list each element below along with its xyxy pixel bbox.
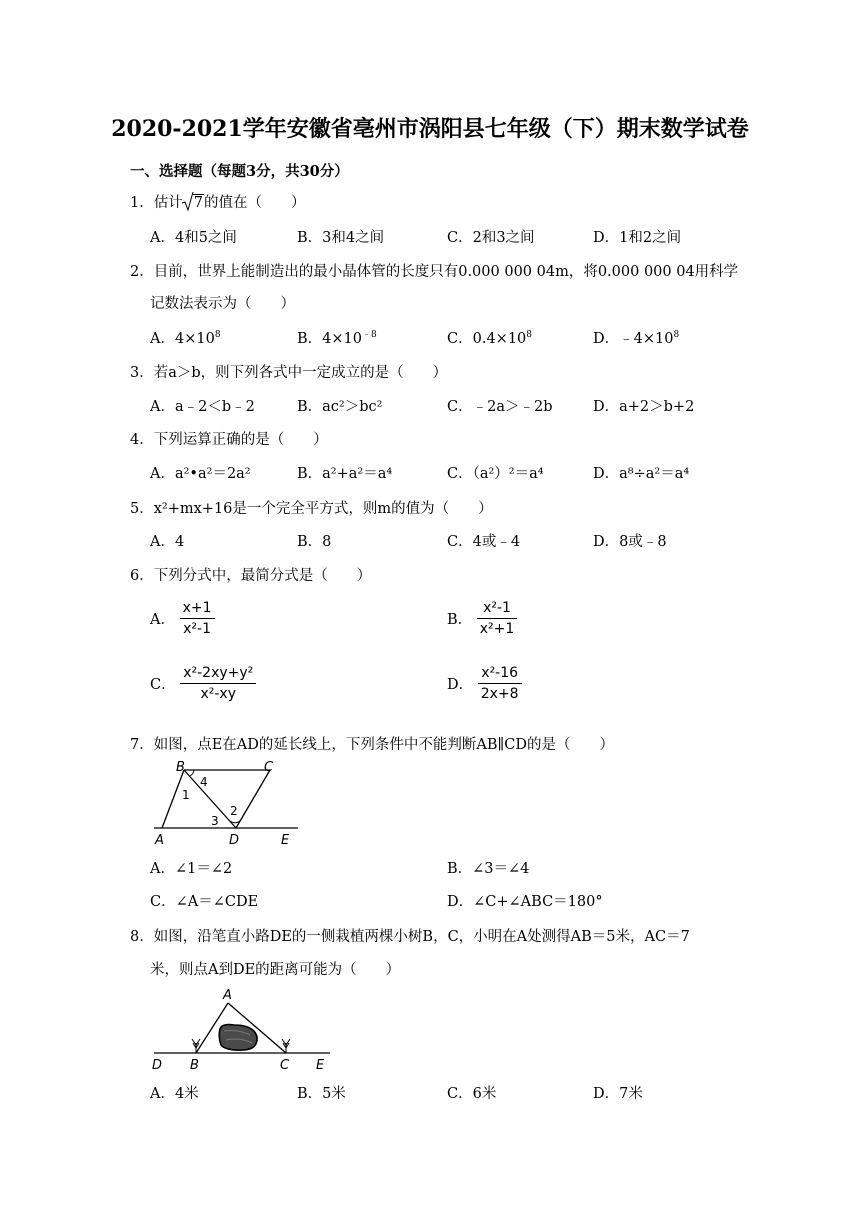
q7-option-c[interactable]: C．∠A＝∠CDE	[150, 894, 259, 910]
q5-option-d[interactable]: D．8或﹣8	[593, 534, 667, 550]
question-6: 6．下列分式中，最简分式是（ ）	[130, 568, 372, 584]
q6-option-d[interactable]	[447, 665, 522, 702]
fraction	[478, 665, 522, 702]
q3-option-c[interactable]: C．﹣2a＞﹣2b	[447, 399, 553, 415]
q2-option-b-exp: ﹣8	[361, 330, 377, 340]
question-7: 7．如图，点E在AD的延长线上，下列条件中不能判断AB∥CD的是（ ）	[130, 737, 614, 753]
numerator: x²-1	[477, 600, 518, 619]
numerator: x²-2xy+y²	[180, 665, 256, 684]
question-1	[130, 191, 305, 212]
question-8-line2: 米，则点A到DE的距离可能为（ ）	[150, 962, 401, 978]
label-e: E	[316, 1058, 325, 1073]
tree-b-icon	[192, 1039, 200, 1053]
q5-option-a[interactable]: A．4	[150, 534, 185, 550]
q8-figure	[150, 985, 335, 1073]
q8-option-c[interactable]: C．6米	[447, 1086, 497, 1102]
denominator: x²-1	[183, 621, 211, 637]
question-2-line2: 记数法表示为（ ）	[150, 296, 295, 312]
denominator: x²+1	[479, 621, 515, 637]
label-angle-2: 2	[230, 804, 238, 818]
q2-option-a-coef: 4×10	[174, 331, 215, 347]
q8-option-d[interactable]: D．7米	[593, 1086, 643, 1102]
q2-option-a-label: A．	[150, 331, 175, 347]
question-1-suffix: 的值在（ ）	[203, 195, 306, 211]
q4-option-b[interactable]: B．a²+a²＝a⁴	[297, 466, 393, 482]
q2-option-b-label: B．	[297, 331, 323, 347]
q7-option-d[interactable]: D．∠C+∠ABC＝180°	[447, 894, 603, 910]
q3-option-b[interactable]: B．ac²＞bc²	[297, 399, 383, 415]
q6-option-b[interactable]	[447, 600, 517, 637]
label-angle-3: 3	[211, 814, 219, 828]
q6-option-b-label: B．	[447, 612, 473, 628]
q1-option-b[interactable]: B．3和4之间	[297, 230, 385, 246]
q3-option-a[interactable]: A．a﹣2＜b﹣2	[150, 399, 255, 415]
label-angle-1: 1	[182, 788, 190, 802]
q2-option-c-label: C．	[447, 331, 473, 347]
q4-option-c[interactable]: C．（a²）²＝a⁴	[447, 466, 544, 482]
rock-icon	[219, 1025, 257, 1051]
fraction	[477, 600, 518, 637]
denominator: x²-xy	[200, 686, 237, 702]
question-2-line1: 2．目前，世界上能制造出的最小晶体管的长度只有0.000 000 04m，将0.000 000 04用科学	[130, 264, 739, 280]
q4-option-d[interactable]: D．a⁸÷a²＝a⁴	[593, 466, 690, 482]
denominator: 2x+8	[480, 686, 519, 702]
q7-figure	[150, 758, 300, 850]
radical-sign-icon	[182, 191, 194, 211]
label-angle-4: 4	[200, 775, 208, 789]
label-e: E	[281, 833, 290, 848]
q8-option-a[interactable]: A．4米	[150, 1086, 199, 1102]
q2-option-a-exp: 8	[214, 330, 221, 340]
fraction	[180, 600, 215, 637]
q2-option-c-exp: 8	[526, 330, 533, 340]
q5-option-c[interactable]: C．4或﹣4	[447, 534, 521, 550]
q5-option-b[interactable]: B．8	[297, 534, 332, 550]
question-8-line1: 8．如图，沿笔直小路DE的一侧栽植两棵小树B，C，小明在A处测得AB＝5米，AC＝7	[130, 929, 690, 945]
q6-option-c[interactable]	[150, 665, 256, 702]
q6-option-a-label: A．	[150, 612, 175, 628]
label-b: B	[176, 760, 185, 775]
label-a: A	[155, 833, 164, 848]
label-c: C	[264, 760, 274, 775]
q2-option-c[interactable]	[447, 327, 532, 348]
question-5: 5．x²+mx+16是一个完全平方式，则m的值为（ ）	[130, 501, 493, 517]
q3-option-d[interactable]: D．a+2＞b+2	[593, 399, 695, 415]
q6-option-a[interactable]	[150, 600, 215, 637]
radicand: 7	[193, 195, 203, 211]
label-b: B	[190, 1058, 199, 1073]
label-a: A	[223, 988, 232, 1003]
q1-option-c[interactable]: C．2和3之间	[447, 230, 535, 246]
q2-option-d[interactable]	[593, 327, 679, 348]
q2-option-c-coef: 0.4×10	[472, 331, 527, 347]
question-1-prefix: 1．估计	[130, 195, 183, 211]
q2-option-b-coef: 4×10	[322, 331, 362, 347]
page-title: 2020-2021学年安徽省亳州市涡阳县七年级（下）期末数学试卷	[111, 116, 749, 142]
question-4: 4．下列运算正确的是（ ）	[130, 432, 328, 448]
q2-option-d-label: D．	[593, 331, 620, 347]
fraction	[180, 665, 256, 702]
numerator: x²-16	[478, 665, 522, 684]
q6-option-d-label: D．	[447, 677, 474, 693]
label-d: D	[152, 1058, 163, 1073]
q2-option-b[interactable]	[297, 327, 377, 348]
section-heading: 一、选择题（每题3分，共30分）	[130, 163, 349, 180]
numerator: x+1	[180, 600, 215, 619]
q2-option-a[interactable]	[150, 327, 221, 348]
q2-option-d-exp: 8	[673, 330, 680, 340]
q2-option-d-coef: ﹣4×10	[619, 331, 674, 347]
q7-option-a[interactable]: A．∠1＝∠2	[150, 861, 233, 877]
label-c: C	[280, 1058, 290, 1073]
q4-option-a[interactable]: A．a²•a²＝2a²	[150, 466, 251, 482]
q1-option-d[interactable]: D．1和2之间	[593, 230, 682, 246]
q8-option-b[interactable]: B．5米	[297, 1086, 346, 1102]
q1-option-a[interactable]: A．4和5之间	[150, 230, 237, 246]
sqrt-symbol	[184, 194, 204, 211]
q6-option-c-label: C．	[150, 677, 176, 693]
question-3: 3．若a＞b，则下列各式中一定成立的是（ ）	[130, 365, 448, 381]
label-d: D	[229, 833, 240, 848]
q7-option-b[interactable]: B．∠3＝∠4	[447, 861, 530, 877]
